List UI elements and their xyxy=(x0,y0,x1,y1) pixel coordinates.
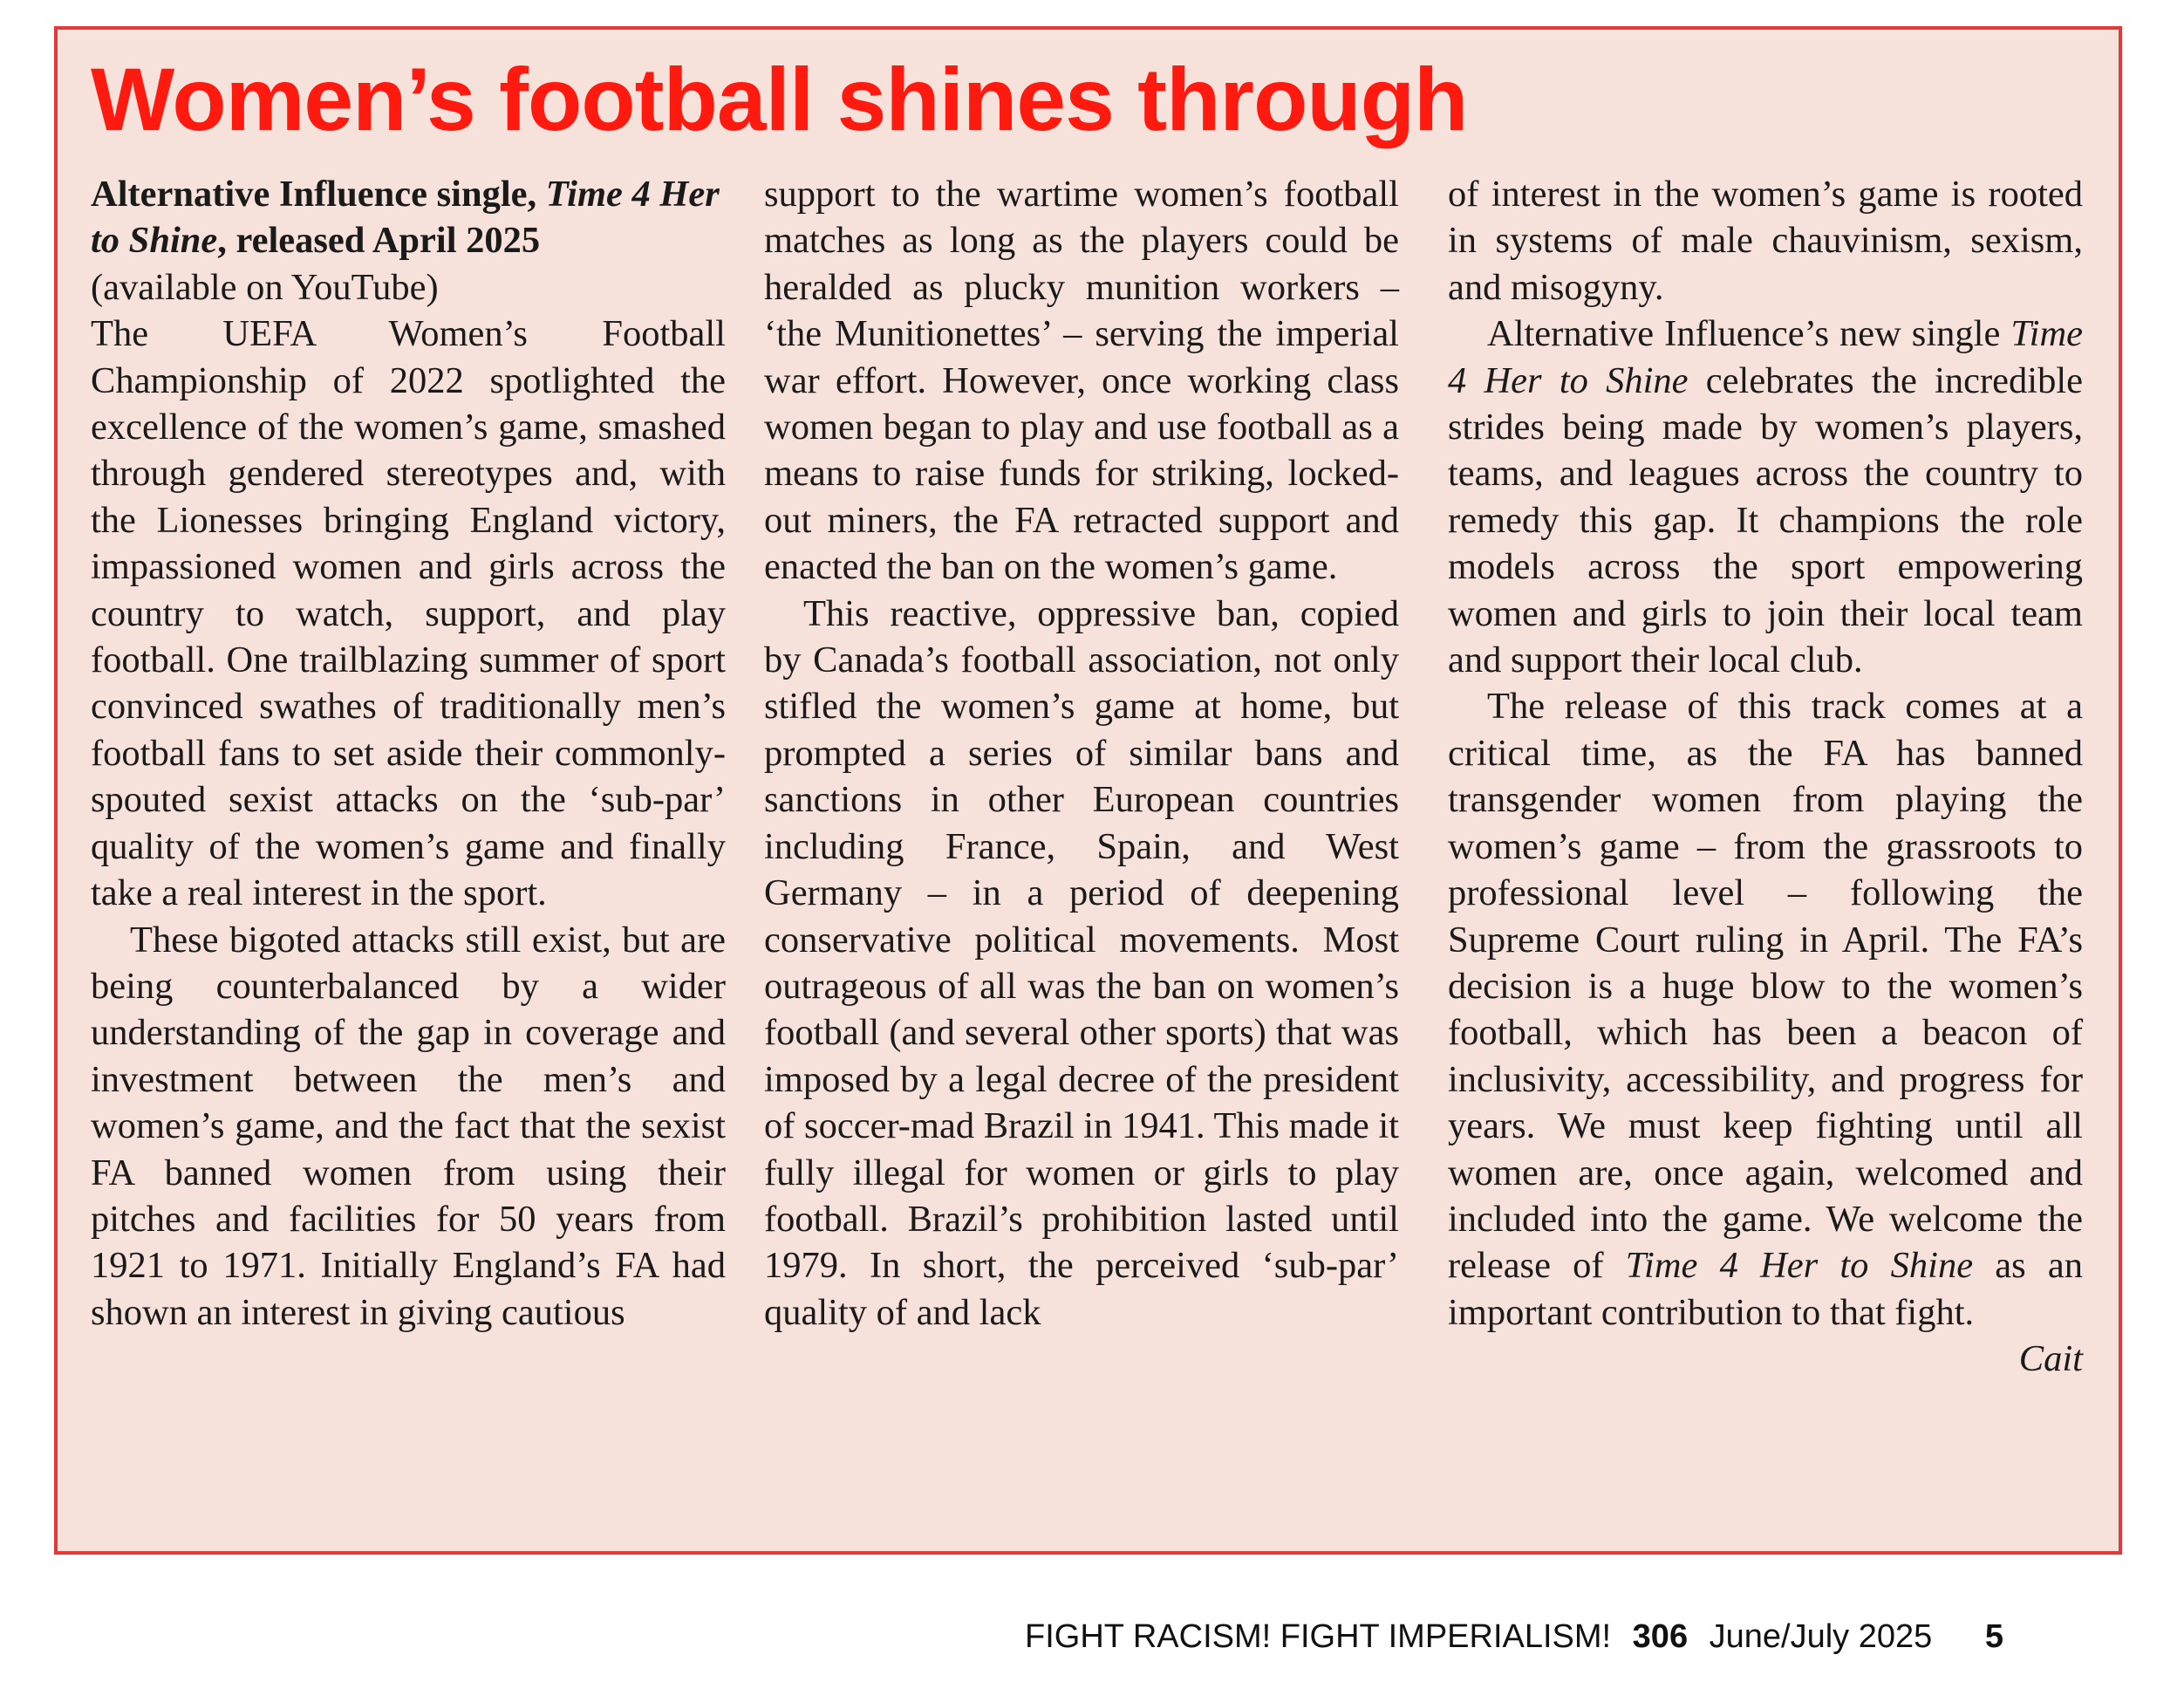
review-availability: (available on YouTube) xyxy=(91,266,439,308)
column-2 xyxy=(764,171,1399,1336)
paragraph-release xyxy=(1448,683,2083,1336)
issue-date: June/July 2025 xyxy=(1709,1618,1933,1655)
column-3 xyxy=(1448,171,2083,1383)
paragraph: of interest in the women’s game is rooted in systems of male chauvinism, sexism, and misogyny. xyxy=(1448,174,2083,308)
single-before: Alternative Influence’s new single xyxy=(1487,313,2011,355)
issue-number: 306 xyxy=(1632,1618,1689,1655)
page-footer xyxy=(1025,1618,2003,1656)
paragraph: This reactive, oppressive ban, copied by Canada’s football association, not only stifled the women’s game at home, but prompted a series of similar bans and sanctions in other European countries including France, Spain, and West Germany – in a period of deepening conservative political movements. Most outrageous of all was the ban on women’s football (and several other sports) that was imposed by a legal decree of the president of soccer-mad Brazil in 1941. This made it fully illegal for women or girls to play football. Brazil’s prohibition lasted until 1979. In short, the perceived ‘sub-par’ quality of and lack xyxy=(764,592,1399,1333)
review-intro: Alternative Influence single, xyxy=(91,174,546,215)
paragraph-single xyxy=(1448,311,2083,683)
paragraph: support to the wartime women’s football matches as long as the players could be heralded as plucky munition workers – ‘the Munitionettes’ – serving the imperial war effort. However, once working class women began to play and use football as a means to raise funds for striking, locked-out miners, the FA retracted support and enacted the ban on the women’s game. xyxy=(764,174,1399,588)
headline: Women’s football shines through xyxy=(91,50,1468,149)
closing-title: Time 4 Her to Shine xyxy=(1625,1245,1974,1287)
author-signature: Cait xyxy=(2018,1338,2083,1380)
page-number: 5 xyxy=(1984,1618,2003,1655)
paragraph: The UEFA Women’s Football Championship of 2022 spotlighted the excellence of the women’s game, smashed through gendered stereotypes and, with the Lionesses bringing England victory, impassioned women and girls across the country to watch, support, and play football. One trailblazing summer of sport convinced swathes of traditionally men’s football fans to set aside their commonly-spouted sexist attacks on the ‘sub-par’ quality of the women’s game and finally take a real interest in the sport. xyxy=(91,313,726,914)
review-title: Time 4 Her to Shine xyxy=(91,174,720,262)
column-1 xyxy=(91,171,726,1336)
single-after: celebrates the incredible strides being made by women’s players, teams, and leagues across the country to remedy this gap. It champions the role models across the sport empowering women and girls to join their local team and support their local club. xyxy=(1448,359,2084,681)
paragraph: These bigoted attacks still exist, but are being counterbalanced by a wider understanding of the gap in coverage and investment between the men’s and women’s game, and the fact that the sexist FA banned women from using their pitches and facilities for 50 years from 1921 to 1971. Initially England’s FA had shown an interest in giving cautious xyxy=(91,919,726,1333)
closing-after: as an important contribution to that fight. xyxy=(1448,1245,2083,1333)
single-title: Time 4 Her to Shine xyxy=(1448,313,2083,401)
release-text: The release of this track comes at a critical time, as the FA has banned transgender women from playing the women’s game – from the grassroots to professional level – following the Supreme Court ruling in April. The FA’s decision is a huge blow to the women’s football, which has been a beacon of inclusivity, accessibility, and progress for years. We must keep fighting until all women are, once again, welcomed and included into the game. We welcome the release of xyxy=(1448,686,2083,1287)
review-info xyxy=(91,171,726,311)
publication-name: FIGHT RACISM! FIGHT IMPERIALISM! xyxy=(1025,1618,1612,1655)
review-release: , released April 2025 xyxy=(217,220,541,262)
